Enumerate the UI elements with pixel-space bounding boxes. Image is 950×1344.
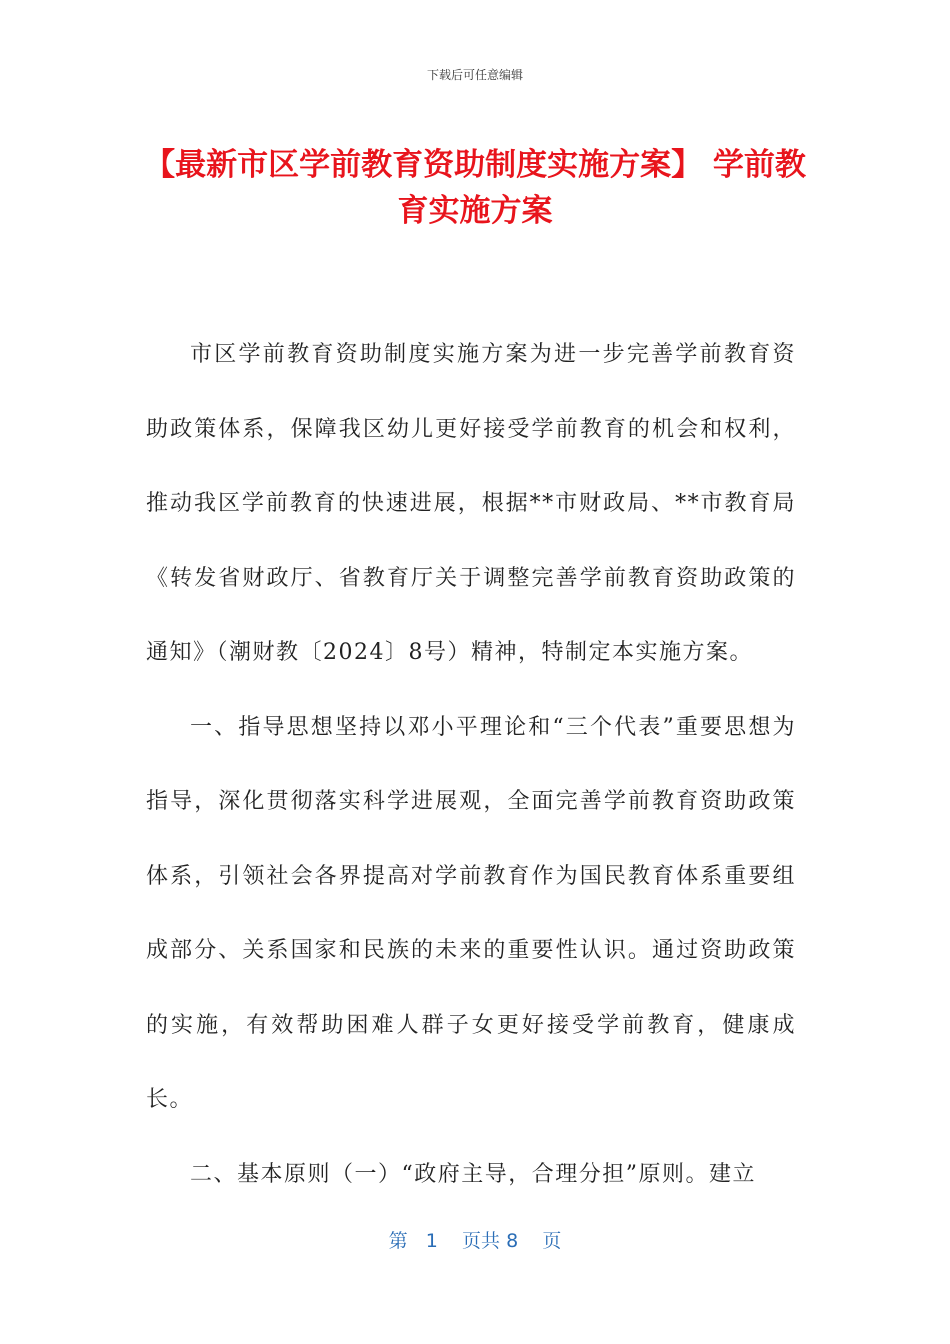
document-title: 【最新市区学前教育资助制度实施方案】 学前教育实施方案 xyxy=(144,147,806,229)
page-total: 8 xyxy=(506,1230,519,1252)
paragraph-basic-principles: 二、基本原则（一）“政府主导，合理分担”原则。建立 xyxy=(190,1161,756,1187)
paragraph-intro: 市区学前教育资助制度实施方案为进一步完善学前教育资助政策体系，保障我区幼儿更好接受学前教育的机会和权利，推动我区学前教育的快速进展，根据**市财政局、**市教育局《转发省财政厅、省教育厅关于调整完善学前教育资助政策的通知》（潮财教〔2024〕8号）精神，特制定本实施方案。 xyxy=(146,342,796,665)
page-prefix: 第 xyxy=(388,1230,408,1252)
page-middle: 页共 xyxy=(462,1230,501,1252)
page-footer xyxy=(0,1226,950,1253)
document-body xyxy=(146,318,796,1212)
paragraph-guiding-ideology: 一、指导思想坚持以邓小平理论和“三个代表”重要思想为指导，深化贯彻落实科学进展观，全面完善学前教育资助政策体系，引领社会各界提高对学前教育作为国民教育体系重要组成部分、关系国家和民族的未来的重要性认识。通过资助政策的实施，有效帮助困难人群子女更好接受学前教育，健康成长。 xyxy=(146,714,796,1112)
page-suffix: 页 xyxy=(542,1230,562,1252)
page-number: 1 xyxy=(425,1230,438,1252)
download-note: 下载后可任意编辑 xyxy=(426,68,523,82)
